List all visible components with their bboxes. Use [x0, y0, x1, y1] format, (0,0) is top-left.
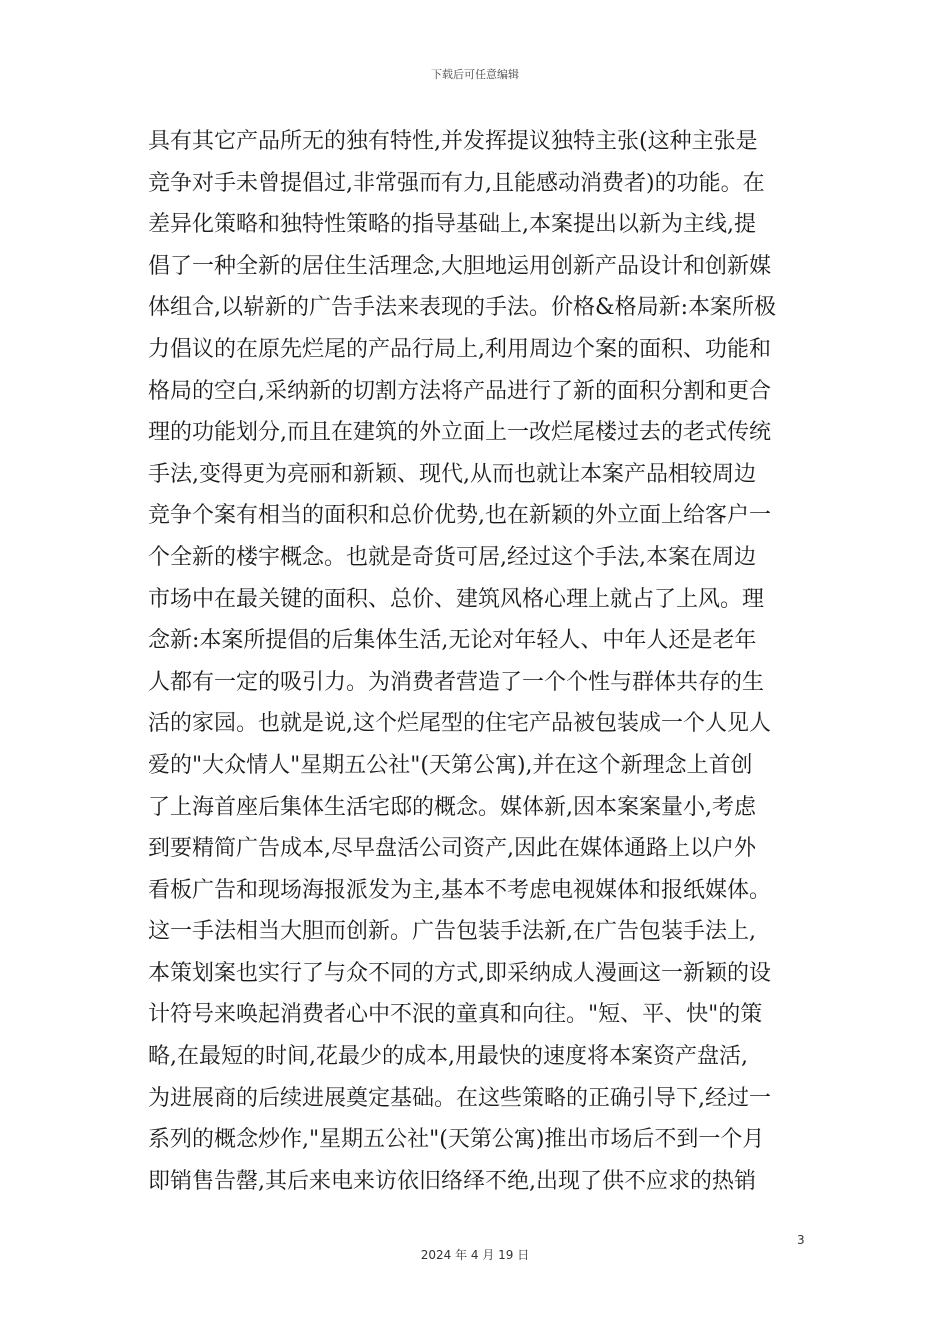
text-line: 本策划案也实行了与众不同的方式,即采纳成人漫画这一新颖的设	[148, 960, 771, 986]
text-line: 体组合,以崭新的广告手法来表现的手法。价格&格局新:本案所极	[148, 295, 776, 321]
text-line: 理的功能划分,而且在建筑的外立面上一改烂尾楼过去的老式传统	[148, 420, 771, 446]
text-line: 差异化策略和独特性策略的指导基础上,本案提出以新为主线,提	[148, 212, 756, 238]
text-line: 计符号来唤起消费者心中不泯的童真和向往。"短、平、快"的策	[148, 1002, 763, 1028]
text-line: 倡了一种全新的居住生活理念,大胆地运用创新产品设计和创新媒	[148, 253, 771, 279]
text-line: 活的家园。也就是说,这个烂尾型的住宅产品被包装成一个人见人	[148, 711, 771, 737]
text-line: 市场中在最关键的面积、总价、建筑风格心理上就占了上风。理	[148, 586, 765, 612]
text-line: 力倡议的在原先烂尾的产品行局上,利用周边个案的面积、功能和	[148, 336, 771, 362]
text-line: 竞争对手未曾提倡过,非常强而有力,且能感动消费者)的功能。在	[148, 170, 765, 196]
page-number: 3	[797, 1233, 805, 1247]
text-line: 这一手法相当大胆而创新。广告包装手法新,在广告包装手法上,	[148, 919, 756, 945]
text-line: 爱的"大众情人"星期五公社"(天第公寓),并在这个新理念上首创	[148, 752, 753, 778]
text-line: 了上海首座后集体生活宅邸的概念。媒体新,因本案案量小,考虑	[148, 794, 756, 820]
text-line: 系列的概念炒作,"星期五公社"(天第公寓)推出市场后不到一个月	[148, 1127, 765, 1153]
text-line: 即销售告罄,其后来电来访依旧络绎不绝,出现了供不应求的热销	[148, 1168, 756, 1194]
page-header: 下载后可任意编辑	[431, 68, 519, 81]
text-line: 竞争个案有相当的面积和总价优势,也在新颖的外立面上给客户一	[148, 503, 771, 529]
text-line: 格局的空白,采纳新的切割方法将产品进行了新的面积分割和更合	[148, 378, 771, 404]
text-line: 念新:本案所提倡的后集体生活,无论对年轻人、中年人还是老年	[148, 628, 757, 654]
text-line: 手法,变得更为亮丽和新颖、现代,从而也就让本案产品相较周边	[148, 461, 756, 487]
text-line: 到要精简广告成本,尽早盘活公司资产,因此在媒体通路上以户外	[148, 836, 756, 862]
text-line: 略,在最短的时间,花最少的成本,用最快的速度将本案资产盘活,	[148, 1044, 748, 1070]
text-line: 为进展商的后续进展奠定基础。在这些策略的正确引导下,经过一	[148, 1085, 771, 1111]
text-line: 个全新的楼宇概念。也就是奇货可居,经过这个手法,本案在周边	[148, 544, 756, 570]
page-footer-date: 2024 年 4 月 19 日	[420, 1248, 530, 1262]
text-line: 人都有一定的吸引力。为消费者营造了一个个性与群体共存的生	[148, 669, 765, 695]
text-line: 具有其它产品所无的独有特性,并发挥提议独特主张(这种主张是	[148, 129, 758, 154]
body-text	[148, 121, 808, 1202]
text-line: 看板广告和现场海报派发为主,基本不考虑电视媒体和报纸媒体。	[148, 877, 771, 903]
